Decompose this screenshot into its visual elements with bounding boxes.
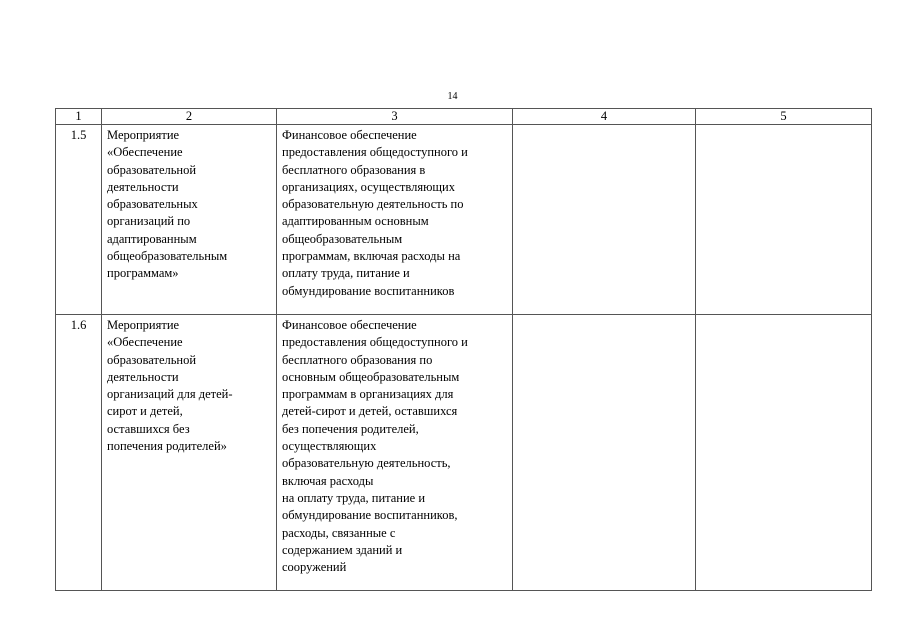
text-line: программам, включая расходы на <box>282 249 461 264</box>
column-4-cell <box>513 125 696 315</box>
text-line: бесплатного образования по <box>282 352 433 367</box>
column-header: 4 <box>513 109 696 125</box>
text-line: общеобразовательным <box>107 249 228 264</box>
measures-table <box>55 108 872 591</box>
text-line: детей-сирот и детей, оставшихся <box>282 404 458 419</box>
text-line: без попечения родителей, <box>282 421 419 436</box>
text-line: обмундирование воспитанников, <box>282 508 458 523</box>
table-row <box>56 125 872 315</box>
text-line: деятельности <box>107 369 179 384</box>
row-number: 1.6 <box>56 315 102 591</box>
table-row <box>56 315 872 591</box>
column-5-cell <box>696 125 872 315</box>
text-line: на оплату труда, питание и <box>282 490 426 505</box>
text-line: сирот и детей, <box>107 404 183 419</box>
text-line: образовательной <box>107 162 197 177</box>
column-header: 2 <box>102 109 277 125</box>
event-name-cell <box>102 125 277 315</box>
column-4-cell <box>513 315 696 591</box>
text-line: Мероприятие <box>107 318 180 332</box>
text-line: образовательную деятельность, <box>282 456 451 471</box>
text-line: адаптированным <box>107 231 197 246</box>
text-line: организациях, осуществляющих <box>282 179 455 194</box>
text-line: образовательной <box>107 352 197 367</box>
text-line: Финансовое обеспечение <box>282 128 417 142</box>
text-line: оставшихся без <box>107 421 190 436</box>
text-line: оплату труда, питание и <box>282 266 410 281</box>
text-line: содержанием зданий и <box>282 542 403 557</box>
table-header-row <box>56 109 872 125</box>
column-header: 5 <box>696 109 872 125</box>
column-header: 3 <box>277 109 513 125</box>
column-header: 1 <box>56 109 102 125</box>
text-line: деятельности <box>107 179 179 194</box>
column-5-cell <box>696 315 872 591</box>
event-name-cell <box>102 315 277 591</box>
text-line: Мероприятие <box>107 128 180 142</box>
text-line: «Обеспечение <box>107 145 183 160</box>
text-line: осуществляющих <box>282 439 377 454</box>
text-line: включая расходы <box>282 473 374 488</box>
text-line: программам в организациях для <box>282 387 454 402</box>
text-line: образовательную деятельность по <box>282 197 464 212</box>
text-line: основным общеобразовательным <box>282 369 460 384</box>
description-cell <box>277 315 513 591</box>
text-line: бесплатного образования в <box>282 162 426 177</box>
text-line: расходы, связанные с <box>282 525 396 540</box>
text-line: предоставления общедоступного и <box>282 335 468 350</box>
text-line: предоставления общедоступного и <box>282 145 468 160</box>
description-cell <box>277 125 513 315</box>
page-number: 14 <box>447 91 458 102</box>
text-line: программам» <box>107 266 179 281</box>
text-line: организаций для детей- <box>107 387 233 402</box>
text-line: адаптированным основным <box>282 214 429 229</box>
text-line: образовательных <box>107 197 198 212</box>
row-number: 1.5 <box>56 125 102 315</box>
text-line: «Обеспечение <box>107 335 183 350</box>
text-line: Финансовое обеспечение <box>282 318 417 332</box>
text-line: обмундирование воспитанников <box>282 283 455 298</box>
text-line: попечения родителей» <box>107 439 227 454</box>
text-line: организаций по <box>107 214 191 229</box>
text-line: сооружений <box>282 560 347 575</box>
text-line: общеобразовательным <box>282 231 403 246</box>
